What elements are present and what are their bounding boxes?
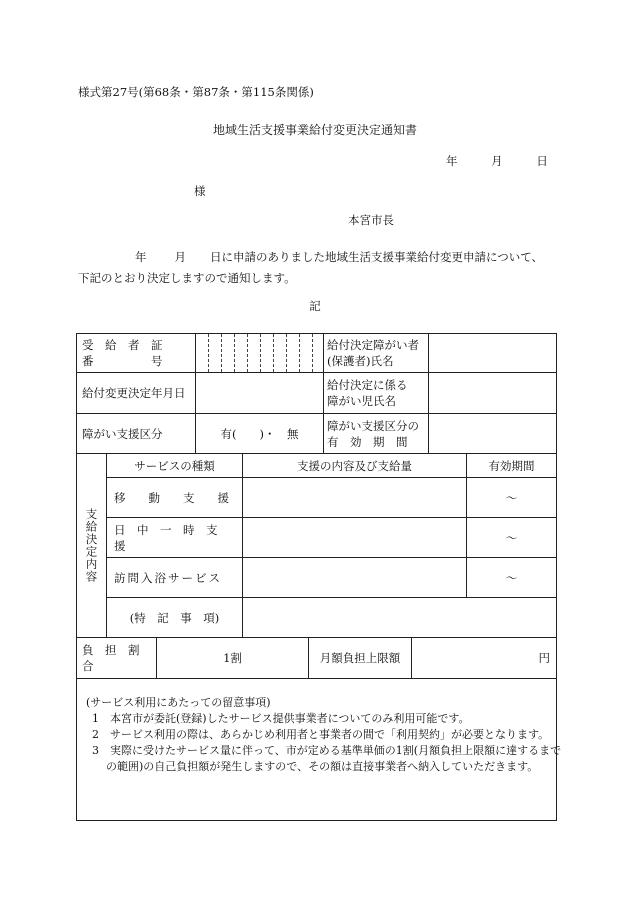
service-period-2: ～ (505, 530, 518, 545)
service-content-2[interactable] (243, 518, 466, 557)
addressee-suffix: 様 (194, 184, 206, 198)
burden-label: 負 担 割 合 (82, 643, 151, 673)
monthly-cap-unit: 円 (538, 651, 550, 665)
date-day: 日 (536, 154, 548, 168)
body-year: 年 (135, 250, 147, 264)
service-period-3: ～ (505, 570, 518, 585)
guardian-label-2: (保護者)氏名 (327, 354, 394, 368)
service-name-1: 移 動 支 援 (114, 490, 229, 505)
body-line2: 下記のとおり決定しますので通知します。 (78, 271, 296, 285)
date-line (446, 153, 548, 169)
col-service-header: サービスの種類 (134, 458, 215, 473)
change-date-label: 給付変更決定年月日 (82, 386, 186, 400)
validity-field[interactable] (429, 414, 556, 453)
child-label (327, 373, 427, 413)
service-name-3: 訪問入浴サービス (114, 570, 222, 585)
notes-heading: (サービス利用にあたっての留意事項) (86, 696, 271, 709)
col-content-header: 支援の内容及び支給量 (297, 458, 412, 473)
ki-mark: 記 (309, 299, 321, 313)
body-text (78, 247, 543, 289)
form-number: 様式第27号(第68条・第87条・第115条関係) (78, 85, 314, 99)
recipient-cert-label (82, 334, 192, 372)
date-year: 年 (446, 154, 458, 168)
guardian-label (327, 334, 427, 372)
special-notes-label: (特 記 事 項) (129, 610, 220, 625)
note-item-2: 2 サービス利用の際は、あらかじめ利用者と事業者の間で「利用契約」が必要となります。 (92, 728, 550, 741)
special-notes-field[interactable] (243, 598, 556, 637)
service-content-1[interactable] (243, 478, 466, 517)
validity-label-1: 障がい支援区分の (327, 418, 419, 433)
disability-class-label: 障がい支援区分 (82, 426, 163, 441)
col-period-header: 有効期間 (488, 458, 535, 473)
validity-label-2: 有 効 期 間 (327, 434, 408, 449)
issuer: 本宮市長 (348, 213, 394, 227)
child-label-1: 給付決定に係る (327, 378, 408, 392)
child-label-2: 障がい児氏名 (327, 394, 396, 408)
service-name-2: 日 中 一 時 支 援 (114, 522, 229, 553)
disability-class-value: 有( )・ 無 (220, 426, 299, 441)
body-rest: 日に申請のありました地域生活支援事業給付変更申請について、 (210, 250, 544, 264)
validity-label (327, 414, 427, 453)
recipient-cert-label-1: 受 給 者 証 (82, 338, 163, 352)
note-item-3: 3 実際に受けたサービス量に伴って、市が定める基準単価の1割(月額負担上限額に達するまでの範囲)の自己負担額が発生しますので、その額は直接事業者へ納入していただきます。 (92, 744, 562, 773)
service-content-3[interactable] (243, 558, 466, 597)
guardian-label-1: 給付決定障がい者 (327, 338, 419, 352)
burden-value: 1割 (223, 651, 242, 665)
decision-content-label (77, 454, 106, 637)
decision-content-vertical: 支給決定内容 (84, 508, 99, 583)
body-month: 月 (174, 250, 186, 264)
note-item-1: 1 本宮市が委託(登録)したサービス提供事業者についてのみ利用可能です。 (92, 712, 470, 725)
recipient-cert-label-2: 番 号 (82, 354, 163, 368)
date-month: 月 (491, 154, 503, 168)
monthly-cap-label: 月額負担上限額 (319, 651, 401, 665)
child-name-field[interactable] (429, 373, 556, 413)
document-title: 地域生活支援事業給付変更決定通知書 (212, 123, 417, 137)
guardian-name-field[interactable] (429, 334, 556, 372)
usage-notes (86, 695, 566, 775)
service-period-1: ～ (505, 490, 518, 505)
change-date-field[interactable] (196, 373, 323, 413)
